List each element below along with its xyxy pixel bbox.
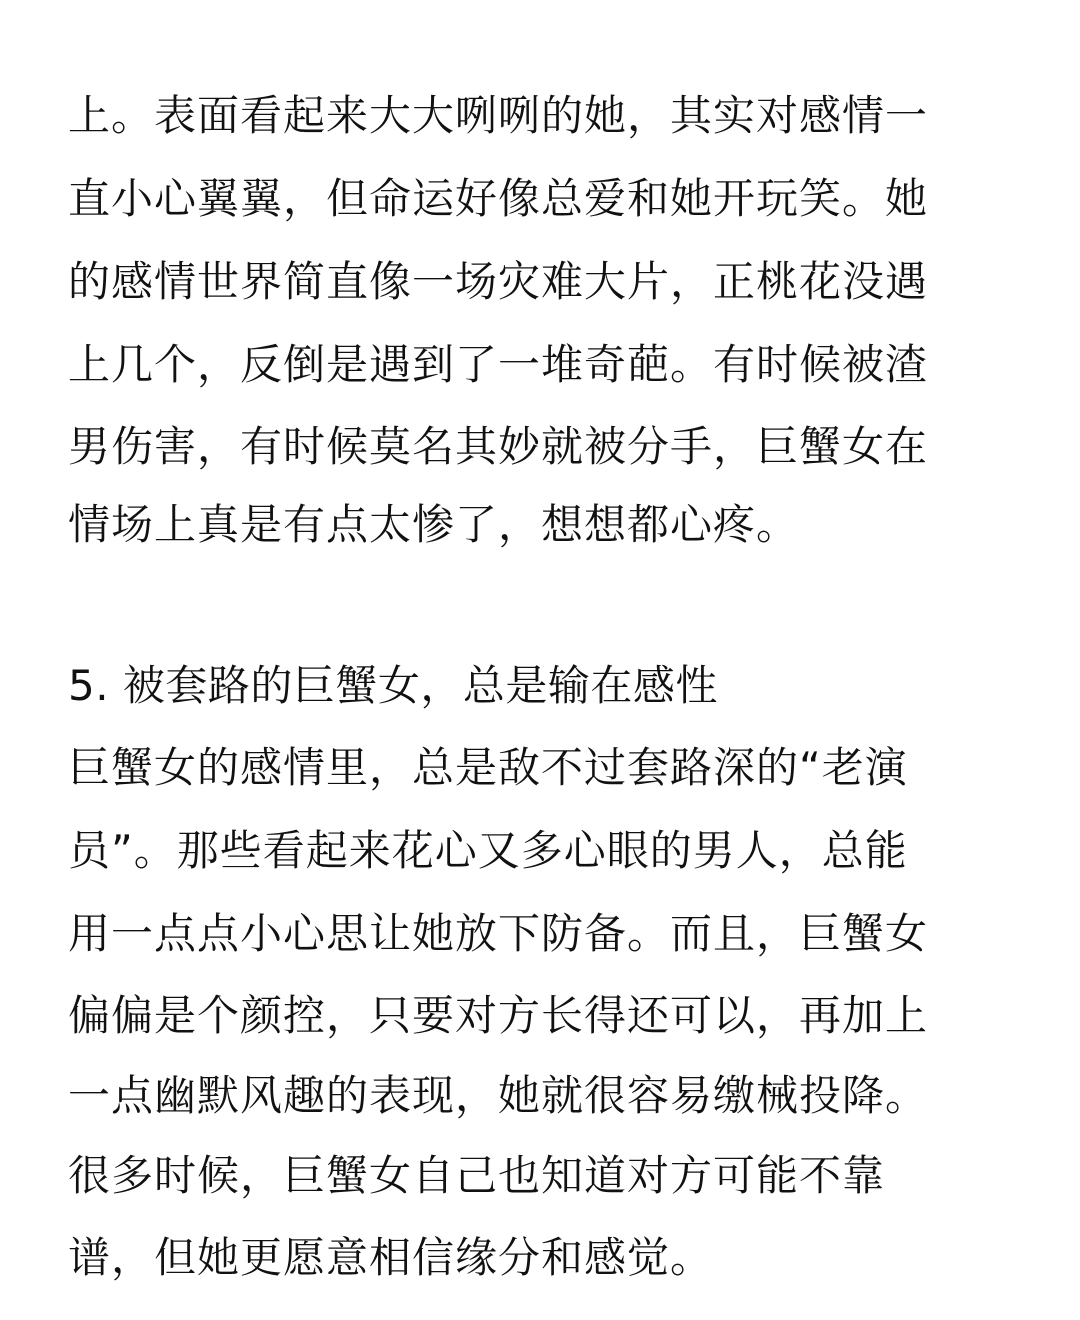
paragraph1-line-3: 的感情世界简直像一场灾难大片，正桃花没遇 (68, 257, 929, 306)
section5-line-3: 用一点点小心思让她放下防备。而且，巨蟹女 (68, 909, 929, 958)
section5-line-1: 巨蟹女的感情里，总是敌不过套路深的“老演 (68, 743, 908, 792)
section5-heading: 5. 被套路的巨蟹女，总是输在感性 (68, 661, 718, 710)
paragraph1-line-5: 男伤害，有时候莫名其妙就被分手，巨蟹女在 (68, 422, 929, 471)
section5-line-2: 员”。那些看起来花心又多心眼的男人，总能 (68, 826, 908, 875)
paragraph1-line-2: 直小心翼翼，但命运好像总爱和她开玩笑。她 (68, 174, 929, 223)
section5-line-6: 很多时候，巨蟹女自己也知道对方可能不靠 (68, 1151, 886, 1200)
section5-line-4: 偏偏是个颜控，只要对方长得还可以，再加上 (68, 991, 929, 1040)
paragraph1-line-4: 上几个，反倒是遇到了一堆奇葩。有时候被渣 (68, 340, 929, 389)
section5-line-5: 一点幽默风趣的表现，她就很容易缴械投降。 (68, 1071, 929, 1120)
paragraph1-line-1: 上。表面看起来大大咧咧的她，其实对感情一 (68, 91, 929, 140)
section5-line-7: 谱，但她更愿意相信缘分和感觉。 (68, 1233, 714, 1282)
paragraph1-line-6: 情场上真是有点太惨了，想想都心疼。 (68, 500, 800, 549)
